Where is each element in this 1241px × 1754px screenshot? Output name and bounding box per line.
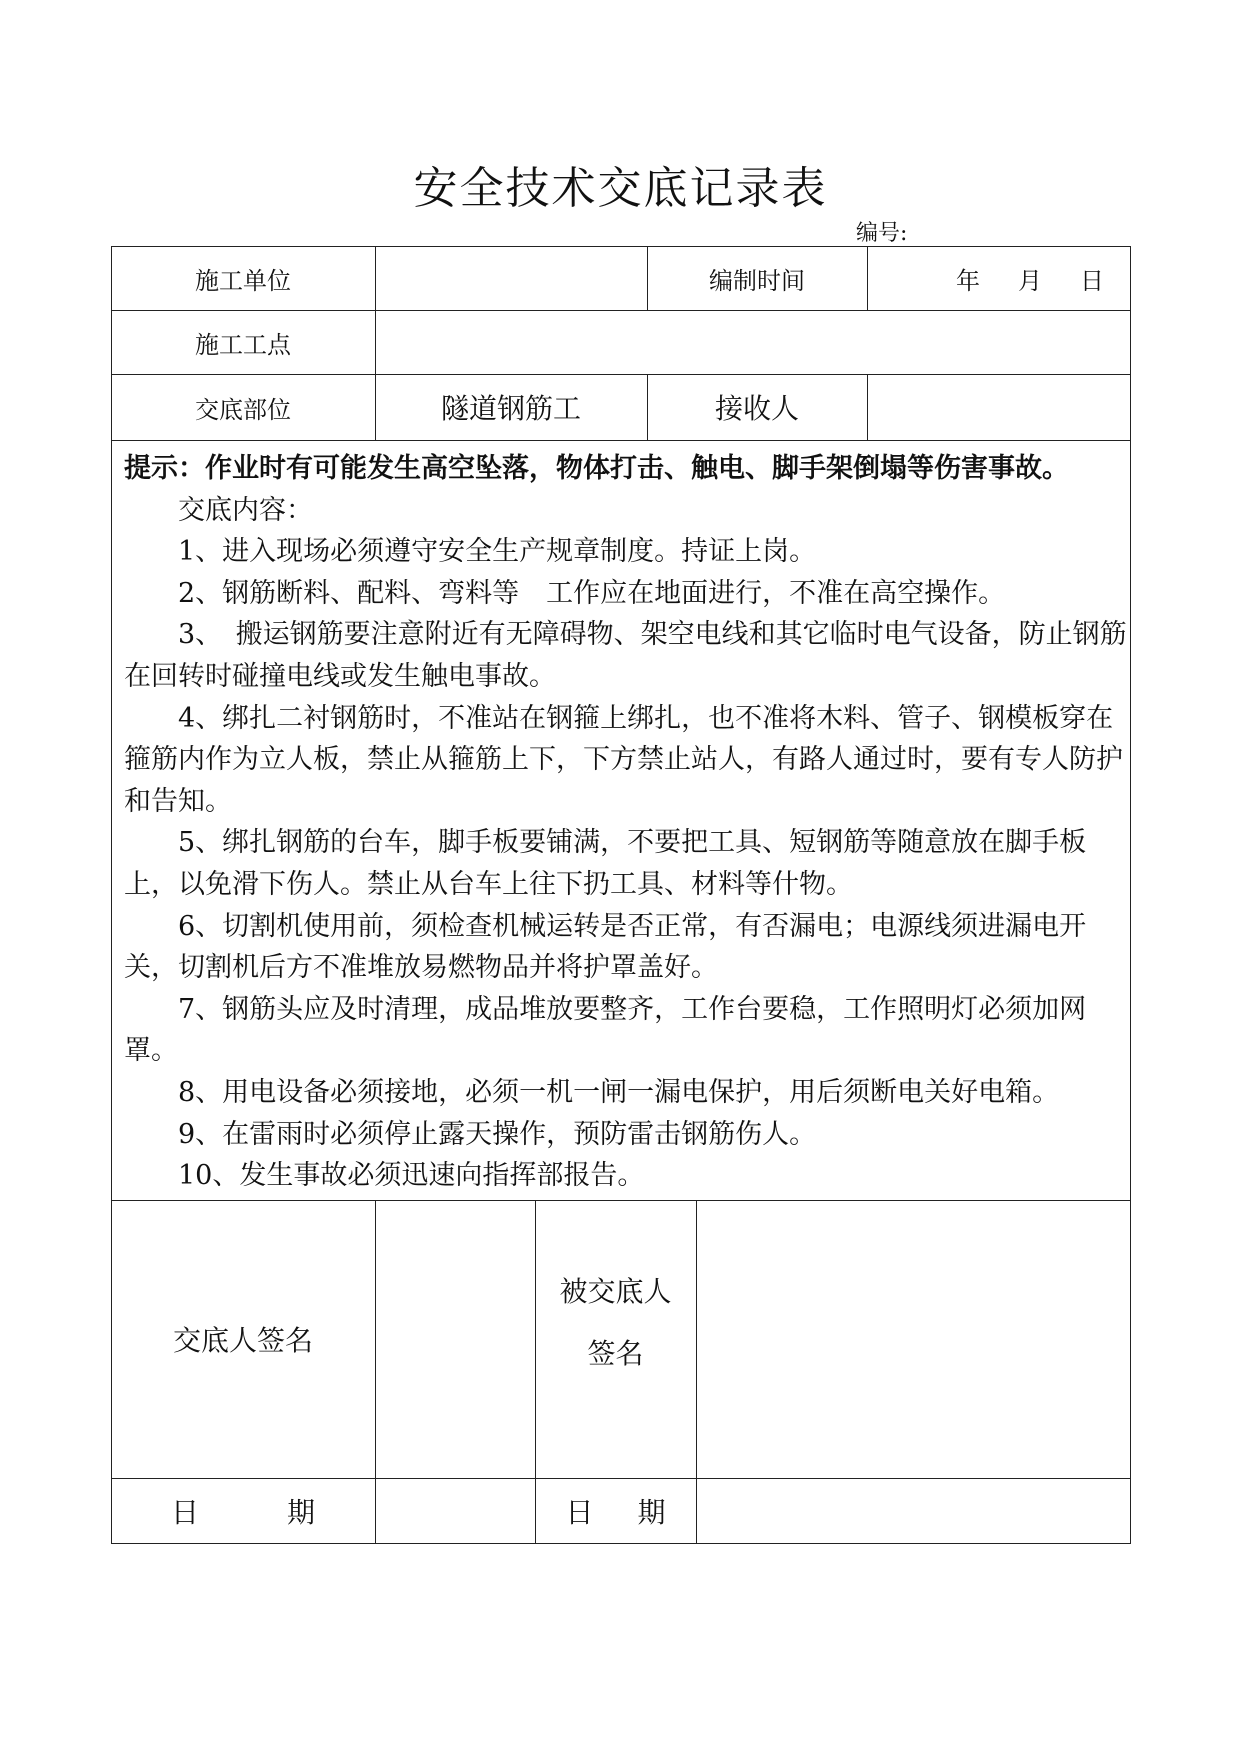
content-item: 5、绑扎钢筋的台车，脚手板要铺满，不要把工具、短钢筋等随意放在脚手板上，以免滑下伤人。禁止从台车上往下扔工具、材料等什物。 bbox=[124, 827, 1087, 900]
serial-number-label: 编号: bbox=[856, 221, 908, 246]
construction-unit-field[interactable] bbox=[375, 246, 647, 310]
construction-site-label: 施工工点 bbox=[195, 330, 291, 359]
date-year-label: 年 bbox=[956, 266, 980, 295]
date-label-char2: 期 bbox=[286, 1495, 315, 1529]
receiver-signature-label bbox=[535, 1200, 696, 1478]
content-item: 3、 搬运钢筋要注意附近有无障碍物、架空电线和其它临时电气设备，防止钢筋在回转时碰撞电线或发生触电事故。 bbox=[124, 619, 1127, 692]
date-label-char1: 日 bbox=[565, 1495, 594, 1529]
compile-time-label: 编制时间 bbox=[709, 266, 805, 295]
content-item: 4、绑扎二衬钢筋时，不准站在钢箍上绑扎，也不准将木料、管子、钢模板穿在箍筋内作为立人板，禁止从箍筋上下，下方禁止站人，有路人通过时，要有专人防护和告知。 bbox=[124, 702, 1123, 817]
content-item: 9、在雷雨时必须停止露天操作，预防雷击钢筋伤人。 bbox=[178, 1118, 817, 1150]
discloser-date-field[interactable] bbox=[375, 1478, 535, 1543]
discloser-signature-label: 交底人签名 bbox=[172, 1324, 313, 1357]
receiver-date-field[interactable] bbox=[696, 1478, 1130, 1543]
receiver-signature-label-line2: 签名 bbox=[587, 1337, 644, 1370]
date-label-char2: 期 bbox=[637, 1495, 666, 1529]
content-item: 2、钢筋断料、配料、弯料等 工作应在地面进行，不准在高空操作。 bbox=[178, 577, 1006, 609]
row-divider-3 bbox=[111, 440, 1131, 441]
page-title: 安全技术交底记录表 bbox=[413, 163, 828, 214]
disclosure-content bbox=[124, 448, 1130, 1197]
receiver-label: 接收人 bbox=[714, 392, 799, 425]
receiver-field[interactable] bbox=[867, 374, 1130, 440]
disclosure-part-label: 交底部位 bbox=[195, 395, 291, 424]
date-label-char1: 日 bbox=[171, 1495, 200, 1529]
date-day-label: 日 bbox=[1080, 266, 1104, 295]
content-item: 7、钢筋头应及时清理，成品堆放要整齐，工作台要稳，工作照明灯必须加网罩。 bbox=[124, 993, 1087, 1067]
disclosure-part-value: 隧道钢筋工 bbox=[440, 392, 581, 425]
content-item: 1、进入现场必须遵守安全生产规章制度。持证上岗。 bbox=[178, 536, 817, 568]
discloser-signature-field[interactable] bbox=[375, 1200, 535, 1478]
content-item: 10、发生事故必须迅速向指挥部报告。 bbox=[178, 1160, 645, 1192]
table-border-bottom bbox=[111, 1543, 1131, 1544]
date-month-label: 月 bbox=[1018, 266, 1042, 295]
receiver-signature-label-line1: 被交底人 bbox=[559, 1275, 672, 1308]
construction-unit-label: 施工单位 bbox=[195, 266, 291, 295]
content-heading: 交底内容： bbox=[178, 494, 313, 526]
construction-site-field[interactable] bbox=[375, 310, 1130, 374]
table-border-right bbox=[1130, 246, 1131, 1543]
discloser-date-label bbox=[111, 1478, 375, 1543]
compile-date-field[interactable] bbox=[867, 246, 1130, 310]
hazard-tip: 提示：作业时有可能发生高空坠落，物体打击、触电、脚手架倒塌等伤害事故。 bbox=[124, 453, 1069, 484]
receiver-date-label bbox=[535, 1478, 696, 1543]
content-item: 8、用电设备必须接地，必须一机一闸一漏电保护，用后须断电关好电箱。 bbox=[178, 1076, 1060, 1108]
receiver-signature-field[interactable] bbox=[696, 1200, 1130, 1478]
content-item: 6、切割机使用前，须检查机械运转是否正常，有否漏电；电源线须进漏电开关，切割机后方不准堆放易燃物品并将护罩盖好。 bbox=[124, 910, 1087, 984]
